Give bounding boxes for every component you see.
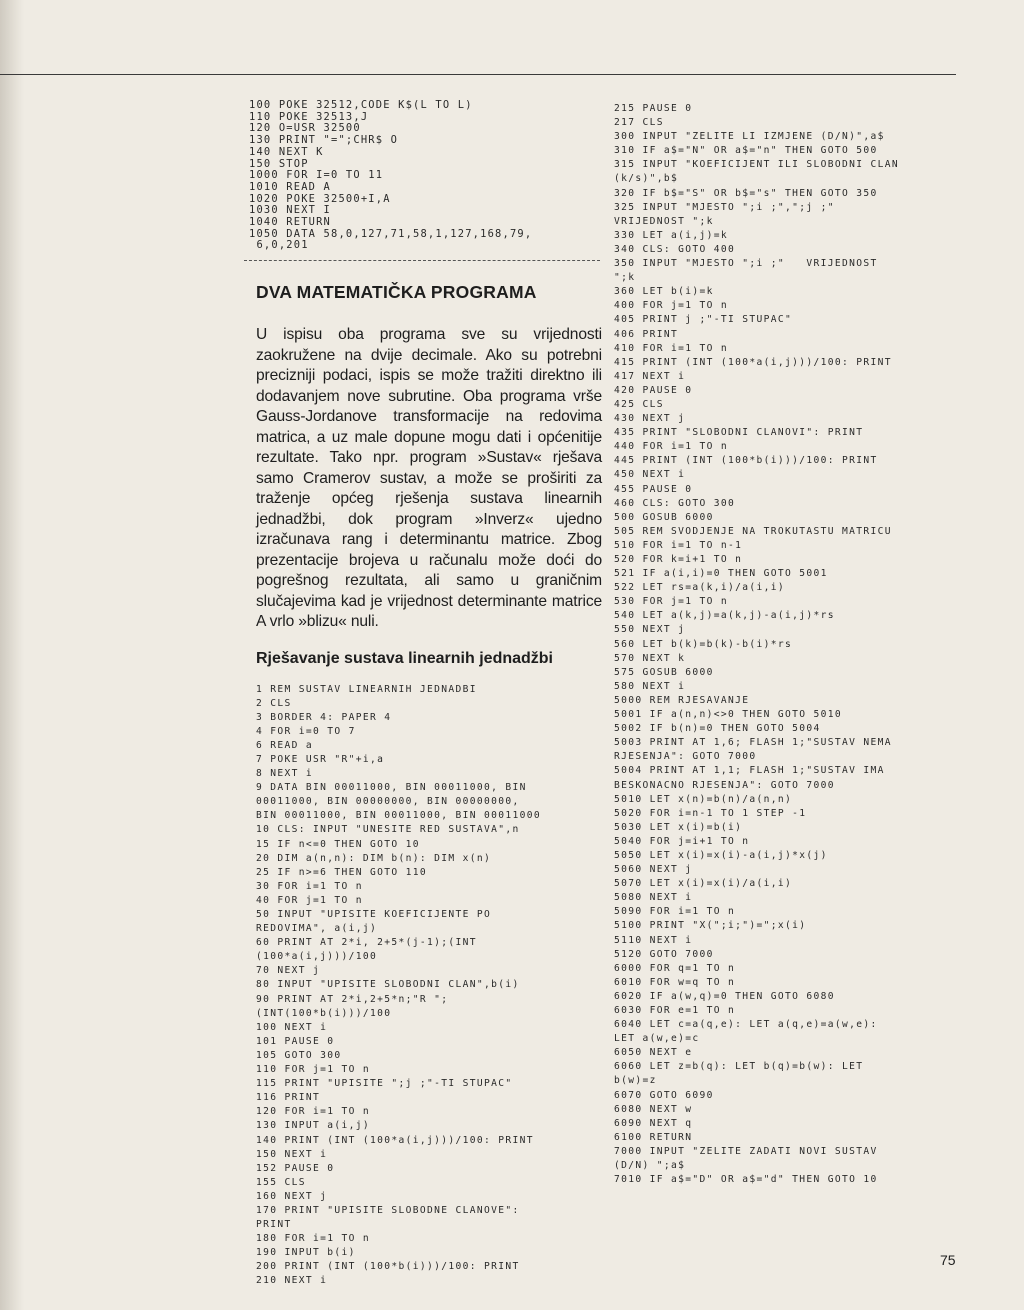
- code-line: 5110 NEXT i: [614, 934, 693, 946]
- code-line: 550 NEXT j: [614, 624, 686, 636]
- code-line: 1000 FOR I=0 TO 11: [249, 169, 384, 182]
- code-line: 2 CLS: [256, 697, 292, 709]
- code-line: 140 PRINT (INT (100*a(i,j)))/100: PRINT: [256, 1134, 534, 1146]
- code-line: 210 NEXT i: [256, 1275, 328, 1287]
- code-line: 190 INPUT b(i): [256, 1247, 356, 1259]
- code-line: PRINT: [256, 1219, 292, 1231]
- code-line: 160 NEXT j: [256, 1190, 328, 1202]
- code-line: 522 LET rs=a(k,i)/a(i,i): [614, 582, 786, 594]
- code-line: 417 NEXT i: [614, 370, 686, 382]
- code-line: 340 CLS: GOTO 400: [614, 243, 736, 255]
- code-line: 6030 FOR e=1 TO n: [614, 1005, 736, 1016]
- code-line: 350 INPUT "MJESTO ";i ;" VRIJEDNOST: [614, 258, 878, 270]
- code-line: 5001 IF a(n,n)<>0 THEN GOTO 5010: [614, 709, 843, 721]
- dashed-separator: [244, 260, 600, 261]
- code-line: 110 FOR j=1 TO n: [256, 1064, 371, 1076]
- code-line: (k/s)",b$: [614, 173, 679, 185]
- code-line: 10 CLS: INPUT "UNESITE RED SUSTAVA",n: [256, 824, 520, 836]
- code-line: 1050 DATA 58,0,127,71,58,1,127,168,79,: [249, 227, 533, 240]
- code-line: 100 POKE 32512,CODE K$(L TO L): [249, 99, 473, 111]
- code-line: 6070 GOTO 6090: [614, 1089, 714, 1101]
- code-line: 5040 FOR j=i+1 TO n: [614, 835, 750, 847]
- code-line: 1010 READ A: [249, 180, 332, 193]
- code-line: RJESENJA": GOTO 7000: [614, 751, 757, 763]
- code-line: 30 FOR i=1 TO n: [256, 880, 363, 892]
- code-line: 1020 POKE 32500+I,A: [249, 192, 391, 205]
- code-line: 8 NEXT i: [256, 768, 314, 780]
- code-line: 5002 IF b(n)=0 THEN GOTO 5004: [614, 723, 821, 735]
- code-line: 400 FOR j=1 TO n: [614, 300, 729, 312]
- code-line: 150 NEXT i: [256, 1148, 328, 1160]
- code-line: 217 CLS: [614, 117, 664, 129]
- article-intro: U ispisu oba programa sve su vrijednosti zaokružene na dvije decimale. Ako su potrebni precizniji podaci, ispis se može tražiti direktno ili dodavanjem nove subrutine. Oba programa vrše Gauss-Jordanove transformacije na redovima matrica, a uz male dopune mogu dati i općenitije rezultate. Tako npr. program »Sustav« rješava samo Cramerov sustav, a može se proširiti za traženje općeg rješenja sustava linearnih jednadžbi, dok program »Inverz« ujedno izračunava rang i determinantu matrice. Zbog prezentacije brojeva u računalu može doći do pogrešnog rezultata, ali samo u graničnim slučajevima kad je vrijednost determinante matrice A vrlo »blizu« nuli.: [256, 326, 602, 630]
- code-line: 155 CLS: [256, 1176, 306, 1188]
- code-line: 170 PRINT "UPISITE SLOBODNE CLANOVE":: [256, 1204, 520, 1216]
- code-line: 152 PAUSE 0: [256, 1162, 335, 1174]
- code-line: 5004 PRINT AT 1,1; FLASH 1;"SUSTAV IMA: [614, 765, 885, 777]
- code-line: 1040 RETURN: [249, 216, 332, 229]
- code-line: 406 PRINT: [614, 328, 679, 340]
- code-line: 1 REM SUSTAV LINEARNIH JEDNADBI: [256, 683, 477, 695]
- section-subtitle: Rješavanje sustava linearnih jednadžbi: [256, 649, 553, 667]
- code-line: 420 PAUSE 0: [614, 384, 693, 396]
- code-line: 4 FOR i=0 TO 7: [256, 725, 356, 737]
- article-title: DVA MATEMATIČKA PROGRAMA: [256, 282, 537, 302]
- code-line: 460 CLS: GOTO 300: [614, 497, 736, 509]
- code-line: VRIJEDNOST ";k: [614, 215, 714, 227]
- code-line: 40 FOR j=1 TO n: [256, 894, 363, 906]
- code-line: 101 PAUSE 0: [256, 1035, 335, 1047]
- code-line: 1030 NEXT I: [249, 204, 332, 217]
- code-line: 6100 RETURN: [614, 1131, 693, 1143]
- code-line: 440 FOR i=1 TO n: [614, 441, 729, 453]
- code-line: 80 INPUT "UPISITE SLOBODNI CLAN",b(i): [256, 979, 520, 991]
- code-line: 445 PRINT (INT (100*b(i)))/100: PRINT: [614, 455, 878, 467]
- code-line: 6060 LET z=b(q): LET b(q)=b(w): LET: [614, 1061, 864, 1073]
- code-line: 5000 REM RJESAVANJE: [614, 694, 750, 706]
- code-line: 3 BORDER 4: PAPER 4: [256, 711, 392, 723]
- code-line: 7000 INPUT "ZELITE ZADATI NOVI SUSTAV: [614, 1145, 878, 1157]
- code-line: 575 GOSUB 6000: [614, 666, 714, 678]
- code-line: 415 PRINT (INT (100*a(i,j)))/100: PRINT: [614, 356, 892, 368]
- code-line: 6 READ a: [256, 739, 314, 751]
- code-line: 540 LET a(k,j)=a(k,j)-a(i,j)*rs: [614, 610, 835, 622]
- code-line: 140 NEXT K: [249, 145, 324, 158]
- code-line: 15 IF n<=0 THEN GOTO 10: [256, 838, 420, 850]
- code-line: 5100 PRINT "X(";i;")=";x(i): [614, 920, 807, 932]
- page-number: 75: [940, 1252, 956, 1268]
- code-line: 5010 LET x(n)=b(n)/a(n,n): [614, 793, 793, 805]
- code-line: 505 REM SVODJENJE NA TROKUTASTU MATRICU: [614, 525, 892, 537]
- code-line: 405 PRINT j ;"-TI STUPAC": [614, 314, 793, 326]
- code-line: 215 PAUSE 0: [614, 103, 693, 114]
- code-line: BIN 00011000, BIN 00011000, BIN 00011000: [256, 810, 542, 822]
- code-line: 410 FOR i=1 TO n: [614, 342, 729, 354]
- code-line: 120 FOR i=1 TO n: [256, 1106, 371, 1118]
- code-listing-sustav-part2: [614, 102, 899, 1187]
- code-line: b(w)=z: [614, 1075, 657, 1087]
- code-line: 450 NEXT i: [614, 469, 686, 481]
- code-line: 560 LET b(k)=b(k)-b(i)*rs: [614, 638, 793, 650]
- code-line: 110 POKE 32513,J: [249, 110, 369, 123]
- code-line: 320 IF b$="S" OR b$="s" THEN GOTO 350: [614, 187, 878, 199]
- code-line: 435 PRINT "SLOBODNI CLANOVI": PRINT: [614, 427, 864, 439]
- code-line: 9 DATA BIN 00011000, BIN 00011000, BIN: [256, 782, 527, 794]
- left-column: [256, 282, 602, 1289]
- code-line: 5120 GOTO 7000: [614, 948, 714, 960]
- code-line: 20 DIM a(n,n): DIM b(n): DIM x(n): [256, 852, 492, 864]
- code-line: 5020 FOR i=n-1 TO 1 STEP -1: [614, 807, 807, 819]
- code-line: 105 GOTO 300: [256, 1049, 342, 1061]
- code-line: (D/N) ";a$: [614, 1160, 686, 1172]
- code-line: 315 INPUT "KOEFICIJENT ILI SLOBODNI CLAN: [614, 159, 900, 171]
- code-listing-sustav-part1: [256, 683, 602, 1289]
- header-rule: [0, 74, 956, 75]
- code-line: 580 NEXT i: [614, 680, 686, 692]
- code-line: 6040 LET c=a(q,e): LET a(q,e)=a(w,e):: [614, 1019, 878, 1031]
- code-line: 5060 NEXT j: [614, 864, 693, 876]
- code-line: BESKONACNO RJESENJA": GOTO 7000: [614, 779, 835, 791]
- code-line: ";k: [614, 272, 636, 284]
- code-line: 455 PAUSE 0: [614, 483, 693, 495]
- code-line: 520 FOR k=i+1 TO n: [614, 554, 743, 565]
- code-line: 50 INPUT "UPISITE KOEFICIJENTE PO: [256, 909, 492, 920]
- code-line: 360 LET b(i)=k: [614, 286, 714, 298]
- code-line: (INT(100*b(i)))/100: [256, 1007, 392, 1019]
- code-line: 200 PRINT (INT (100*b(i)))/100: PRINT: [256, 1261, 520, 1273]
- code-line: 6010 FOR w=q TO n: [614, 976, 736, 988]
- code-line: 7010 IF a$="D" OR a$="d" THEN GOTO 10: [614, 1174, 878, 1186]
- code-line: 5090 FOR i=1 TO n: [614, 906, 736, 918]
- code-line: 100 NEXT i: [256, 1021, 328, 1033]
- code-line: 500 GOSUB 6000: [614, 511, 714, 523]
- code-line: 6,0,201: [249, 239, 309, 252]
- code-line: 6020 IF a(w,q)=0 THEN GOTO 6080: [614, 990, 835, 1002]
- code-line: 6050 NEXT e: [614, 1047, 693, 1059]
- code-line: 116 PRINT: [256, 1092, 321, 1104]
- code-line: 00011000, BIN 00000000, BIN 00000000,: [256, 796, 520, 808]
- code-line: 425 CLS: [614, 398, 664, 410]
- code-line: REDOVIMA", a(i,j): [256, 923, 378, 935]
- code-listing-top: [249, 100, 532, 252]
- code-line: 6090 NEXT q: [614, 1117, 693, 1129]
- code-line: 300 INPUT "ZELITE LI IZMJENE (D/N)",a$: [614, 131, 885, 143]
- code-line: 310 IF a$="N" OR a$="n" THEN GOTO 500: [614, 145, 878, 157]
- code-line: 5030 LET x(i)=b(i): [614, 821, 743, 833]
- page-binding-shadow: [0, 0, 24, 1310]
- code-line: 570 NEXT k: [614, 652, 686, 664]
- code-line: 6080 NEXT w: [614, 1103, 693, 1115]
- code-line: 120 O=USR 32500: [249, 122, 361, 135]
- code-line: 7 POKE USR "R"+i,a: [256, 753, 385, 765]
- code-line: 530 FOR j=1 TO n: [614, 596, 729, 608]
- code-line: 5070 LET x(i)=x(i)/a(i,i): [614, 878, 793, 890]
- code-line: 510 FOR i=1 TO n-1: [614, 539, 743, 551]
- code-line: 70 NEXT j: [256, 965, 321, 977]
- code-line: 325 INPUT "MJESTO ";i ;",";j ;": [614, 201, 835, 213]
- code-line: 130 PRINT "=";CHR$ O: [249, 134, 399, 147]
- code-line: 130 INPUT a(i,j): [256, 1120, 371, 1132]
- code-line: 5003 PRINT AT 1,6; FLASH 1;"SUSTAV NEMA: [614, 737, 892, 749]
- code-line: 430 NEXT j: [614, 413, 686, 425]
- code-line: 180 FOR i=1 TO n: [256, 1233, 371, 1245]
- code-line: 330 LET a(i,j)=k: [614, 229, 729, 241]
- code-line: 60 PRINT AT 2*i, 2+5*(j-1);(INT: [256, 937, 477, 949]
- code-line: 5080 NEXT i: [614, 892, 693, 904]
- code-line: LET a(w,e)=c: [614, 1033, 700, 1045]
- code-line: 90 PRINT AT 2*i,2+5*n;"R ";: [256, 993, 449, 1005]
- code-line: 150 STOP: [249, 157, 309, 170]
- code-line: 115 PRINT "UPISITE ";j ;"-TI STUPAC": [256, 1078, 513, 1090]
- code-line: (100*a(i,j)))/100: [256, 951, 378, 963]
- code-line: 25 IF n>=6 THEN GOTO 110: [256, 866, 428, 878]
- code-line: 5050 LET x(i)=x(i)-a(i,j)*x(j): [614, 849, 828, 861]
- code-line: 521 IF a(i,i)=0 THEN GOTO 5001: [614, 568, 828, 580]
- code-line: 6000 FOR q=1 TO n: [614, 962, 736, 974]
